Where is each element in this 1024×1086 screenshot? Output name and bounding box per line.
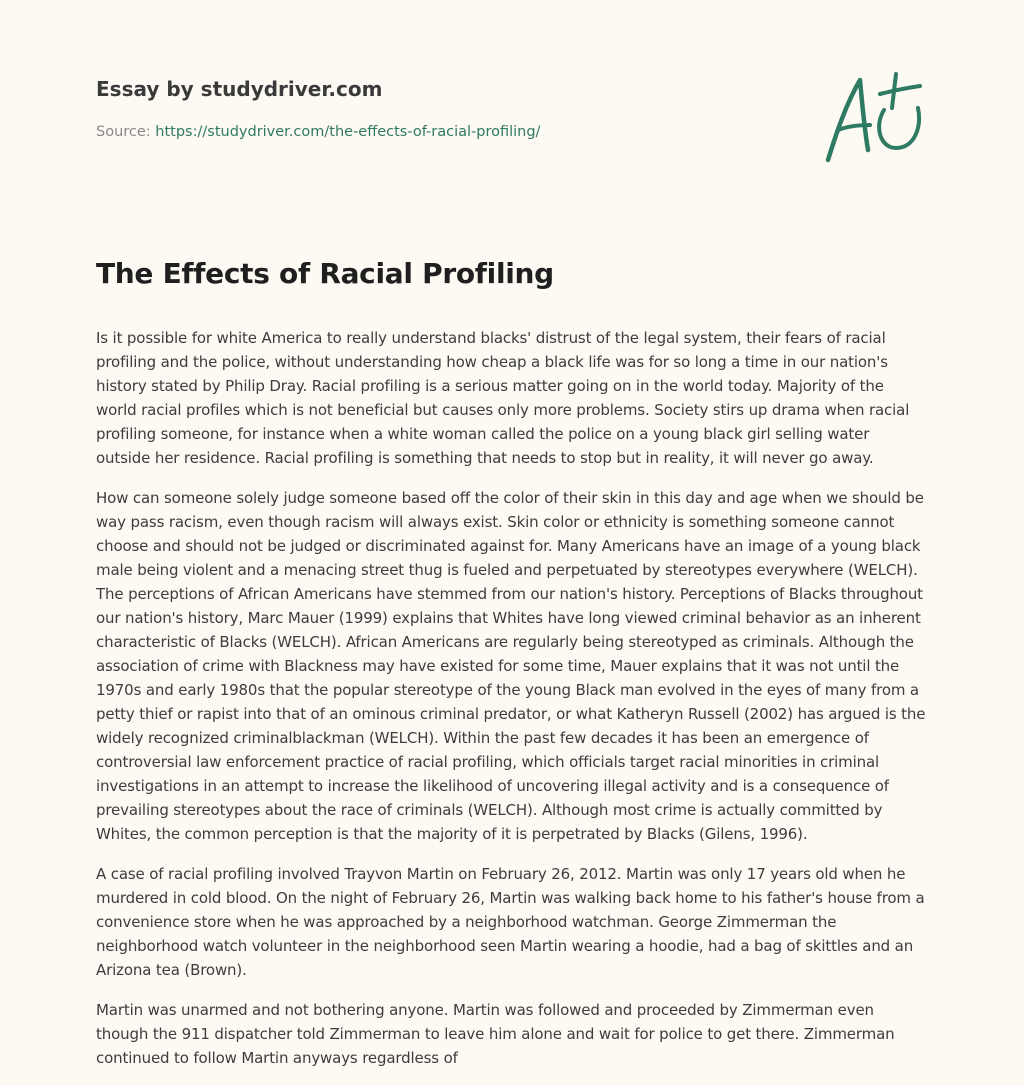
essay-paragraph: How can someone solely judge someone based off the color of their skin in this day and age when we should be way pass racism, even though racism will always exist. Skin color or ethnicity is something someone cannot choose and should not be judged or discriminated against for. Many Americans have an image of a young black male being violent and a menacing street thug is fueled and perpetuated by stereotypes everywhere (WELCH). The perceptions of African Americans have stemmed from our nation's history. Perceptions of Blacks throughout our nation's history, Marc Mauer (1999) explains that Whites have long viewed criminal behavior as an inherent characteristic of Blacks (WELCH). African Americans are regularly being stereotyped as criminals. Although the association of crime with Blackness may have existed for some time, Mauer explains that it was not until the 1970s and early 1980s that the popular stereotype of the young Black man evolved in the eyes of many from a petty thief or rapist into that of an ominous criminal predator, or what Katheryn Russell (2002) has argued is the widely recognized criminalblackman (WELCH). Within the past few decades it has been an emergence of controversial law enforcement practice of racial profiling, which officials target racial minorities in criminal investigations in an attempt to increase the likelihood of uncovering illegal activity and is a consequence of prevailing stereotypes about the race of criminals (WELCH). Although most crime is actually committed by Whites, the common perception is that the majority of it is perpetrated by Blacks (Gilens, 1996). <box>96 489 926 843</box>
site-title: Essay by studydriver.com <box>96 77 383 101</box>
essay-paragraph: A case of racial profiling involved Trayvon Martin on February 26, 2012. Martin was only 17 years old when he murdered in cold blood. On the night of February 26, Martin was walking back home to his father's house from a convenience store when he was approached by a neighborhood watchman. George Zimmerman the neighborhood watch volunteer in the neighborhood seen Martin wearing a hoodie, had a bag of skittles and an Arizona tea (Brown). <box>96 865 925 979</box>
source-label: Source: <box>96 124 151 140</box>
essay-title: The Effects of Racial Profiling <box>96 257 554 290</box>
essay-paragraph: Martin was unarmed and not bothering anyone. Martin was followed and proceeded by Zimmerman even though the 911 dispatcher told Zimmerman to leave him alone and wait for police to get there. Zimmerman continued to follow Martin anyways regardless of <box>96 1001 895 1067</box>
source-line <box>96 122 736 142</box>
source-link[interactable]: https://studydriver.com/the-effects-of-racial-profiling/ <box>155 124 541 140</box>
essay-article <box>96 254 926 1086</box>
a-plus-logo-icon <box>822 68 926 164</box>
essay-paragraph: Is it possible for white America to really understand blacks' distrust of the legal system, their fears of racial profiling and the police, without understanding how cheap a black life was for so long a time in our nation's history stated by Philip Dray. Racial profiling is a serious matter going on in the world today. Majority of the world racial profiles which is not beneficial but causes only more problems. Society stirs up drama when racial profiling someone, for instance when a white woman called the police on a young black girl selling water outside her residence. Racial profiling is something that needs to stop but in reality, it will never go away. <box>96 329 910 467</box>
essay-header <box>96 74 736 142</box>
